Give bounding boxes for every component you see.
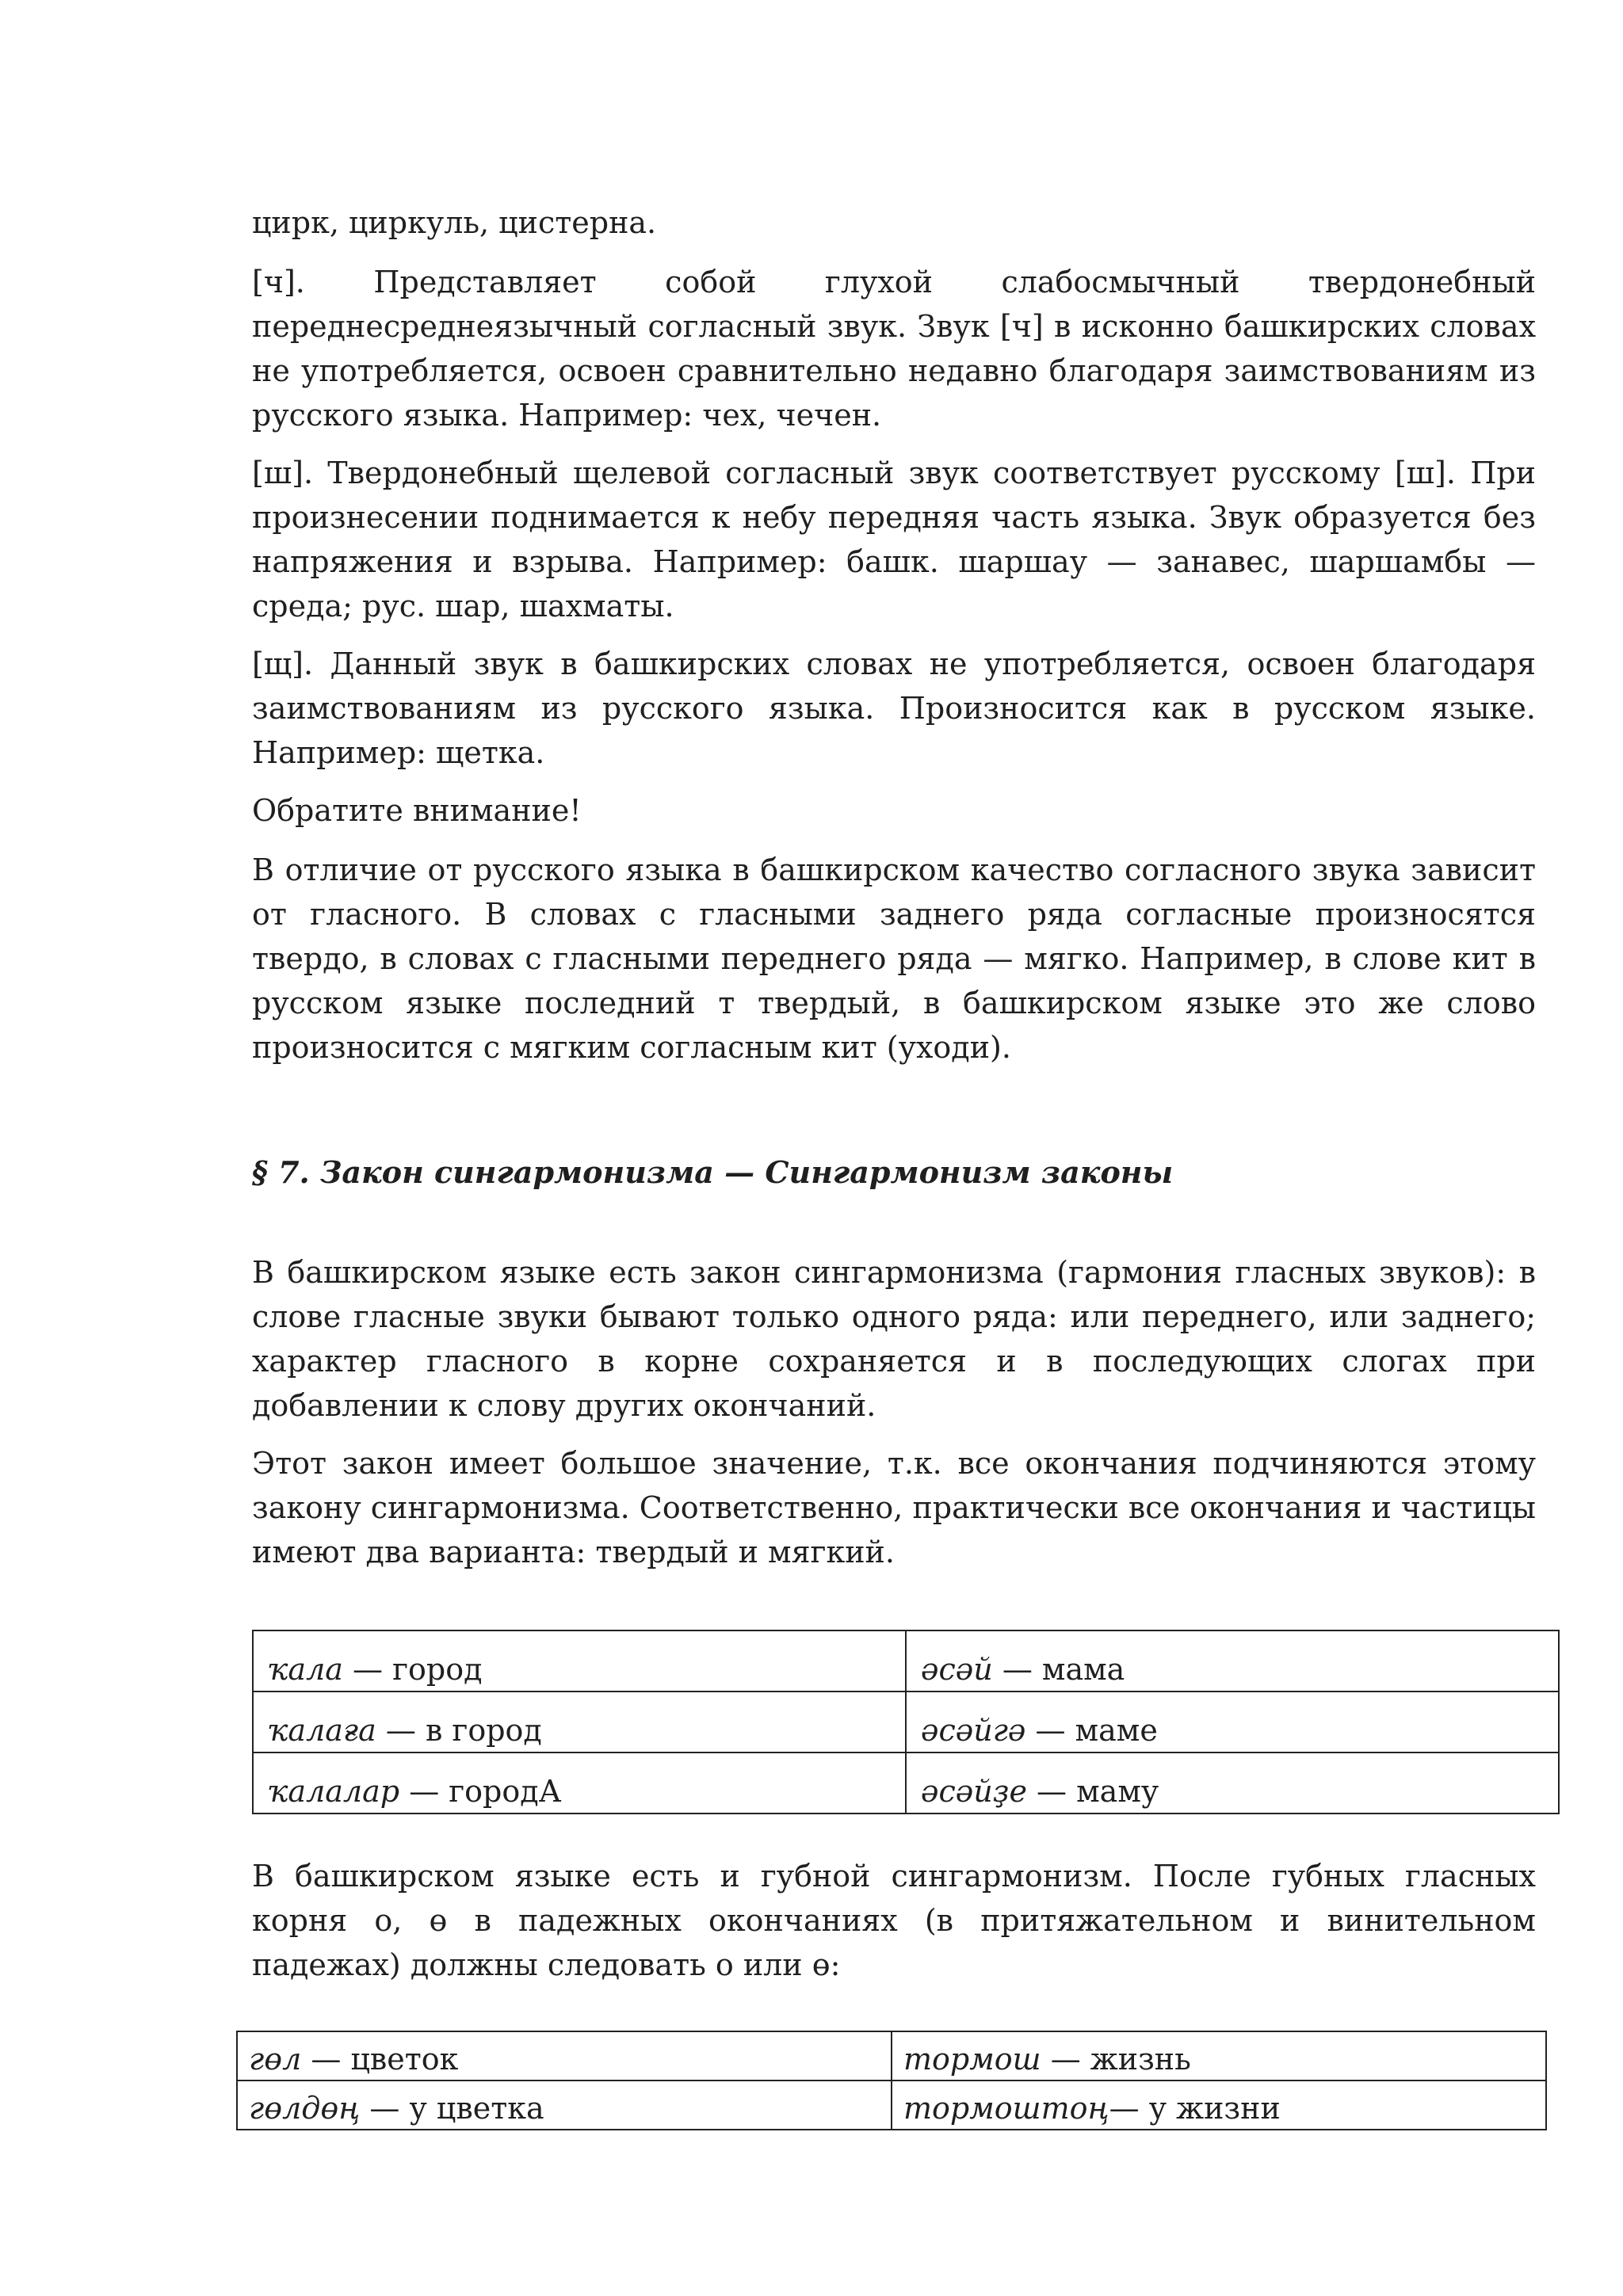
paragraph-shch: [щ]. Данный звук в башкирских словах не употребляется, освоен благодаря заимствованиям из русского языка. Произносится как в русском языке. Например: щетка. xyxy=(252,646,1536,770)
table-cell xyxy=(906,1691,1559,1753)
bashkir-word: ҡалалар xyxy=(268,1774,400,1809)
table-row xyxy=(237,2031,1546,2081)
paragraph-sh: [ш]. Твердонебный щелевой согласный звук соответствует русскому [ш]. При произнесении поднимается к небу передняя часть языка. Звук образуется без напряжения и взрыва. Например: башк. шаршау — занавес, шаршамбы — среда; рус. шар, шахматы. xyxy=(252,456,1536,624)
translation: — у цветка xyxy=(360,2091,544,2126)
paragraph-soft-consonants: В отличие от русского языка в башкирском качество согласного звука зависит от гласного. В словах с гласными заднего ряда согласные произносятся твердо, в словах с гласными переднего ряда — мягко. Например, в слове кит в русском языке последний т твердый, в башкирском языке это же слово произносится с мягким согласным кит (уходи). xyxy=(252,852,1536,1065)
table-cell xyxy=(237,2031,892,2081)
translation: — цветок xyxy=(301,2042,459,2077)
table-cell xyxy=(892,2081,1546,2130)
table-row xyxy=(253,1630,1559,1691)
table-cell xyxy=(253,1691,906,1753)
table-cell xyxy=(253,1630,906,1691)
bashkir-word: әсәйҙе xyxy=(921,1774,1027,1809)
table-row xyxy=(237,2081,1546,2130)
translation: — у жизни xyxy=(1109,2091,1281,2126)
table-cell xyxy=(237,2081,892,2130)
translation: — городА xyxy=(399,1774,562,1809)
bashkir-word: әсәй xyxy=(921,1652,993,1687)
vowel-harmony-table xyxy=(252,1630,1560,1814)
paragraph-ch-line1: [ч]. Представляет собой глухой слабосмычный твердонебный xyxy=(252,265,1536,299)
translation: — город xyxy=(342,1652,483,1687)
bashkir-word: ҡалаға xyxy=(268,1713,376,1748)
bashkir-word: әсәйгә xyxy=(921,1713,1026,1748)
notice-label: Обратите внимание! xyxy=(252,793,582,828)
paragraph-law-importance: Этот закон имеет большое значение, т.к. все окончания подчиняются этому закону сингармонизма. Соответственно, практически все окончания и частицы имеют два варианта: твердый и мягкий. xyxy=(252,1446,1536,1569)
table-cell xyxy=(892,2031,1546,2081)
paragraph-labial-harmony: В башкирском языке есть и губной сингармонизм. После губных гласных корня о, ө в падежных окончаниях (в притяжательном и винительном падежах) должны следовать о или ө: xyxy=(252,1859,1536,1982)
translation: — жизнь xyxy=(1041,2042,1191,2077)
table-row xyxy=(253,1753,1559,1814)
translation: — маме xyxy=(1025,1713,1158,1748)
paragraph-tsirk: цирк, циркуль, цистерна. xyxy=(252,205,657,240)
table-row xyxy=(253,1691,1559,1753)
bashkir-word: ҡала xyxy=(268,1652,343,1687)
table-cell xyxy=(253,1753,906,1814)
table-cell xyxy=(906,1753,1559,1814)
translation: — мама xyxy=(992,1652,1125,1687)
bashkir-word: тормоштоң xyxy=(903,2091,1109,2126)
translation: — в город xyxy=(376,1713,542,1748)
translation: — маму xyxy=(1026,1774,1159,1809)
labial-harmony-table xyxy=(236,2031,1547,2130)
bashkir-word: гөл xyxy=(249,2042,302,2077)
bashkir-word: тормош xyxy=(903,2042,1041,2077)
bashkir-word: гөлдөң xyxy=(249,2091,361,2126)
paragraph-ch-body: переднесреднеязычный согласный звук. Звук [ч] в исконно башкирских словах не употребляется, освоен сравнительно недавно благодаря заимствованиям из русского языка. Например: чех, чечен. xyxy=(252,309,1536,433)
section-heading: § 7. Закон сингармонизма — Сингармонизм законы xyxy=(252,1154,1174,1190)
paragraph-singarmonism-law: В башкирском языке есть закон сингармонизма (гармония гласных звуков): в слове гласные звуки бывают только одного ряда: или переднего, или заднего; характер гласного в корне сохраняется и в последующих слогах при добавлении к слову других окончаний. xyxy=(252,1255,1536,1423)
table-cell xyxy=(906,1630,1559,1691)
